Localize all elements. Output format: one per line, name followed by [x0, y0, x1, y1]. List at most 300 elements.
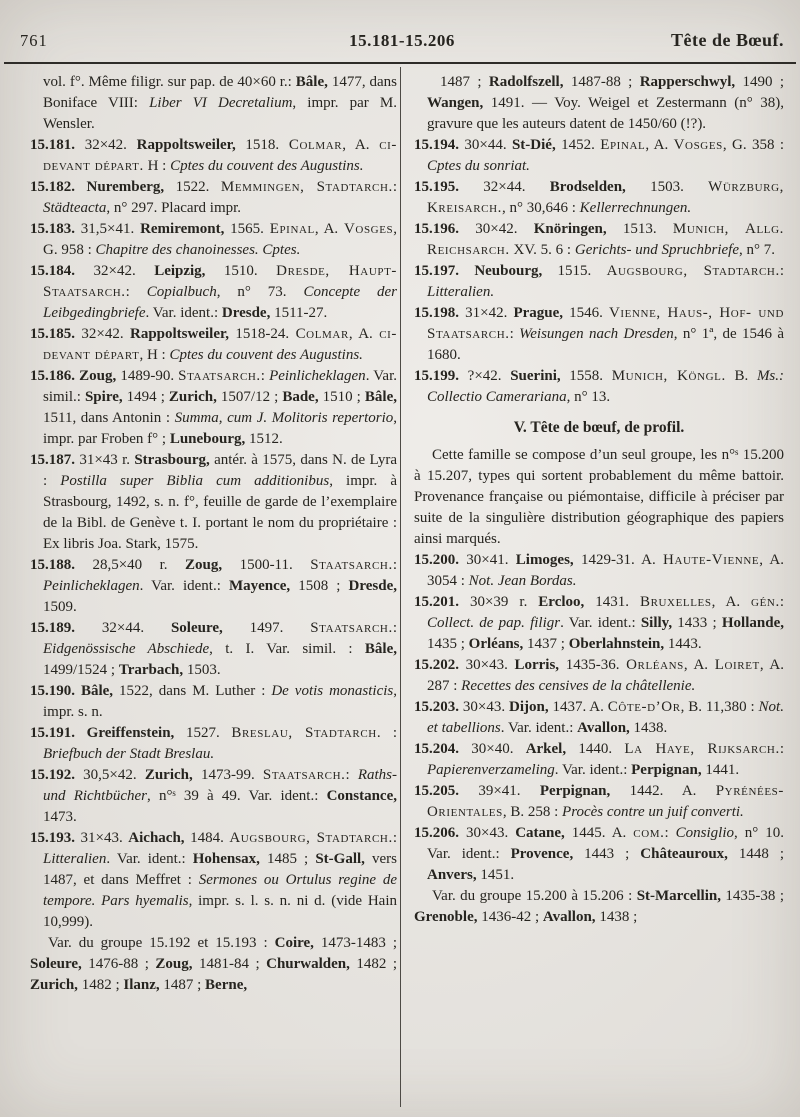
text-segment: 1510 ;: [318, 389, 365, 405]
smallcaps-text: Dresde, Haupt-Staatsarch.: [43, 263, 398, 300]
smallcaps-text: com.: [633, 825, 665, 841]
bold-text: 15.188.: [30, 557, 75, 573]
bold-text: Dresde,: [348, 578, 398, 594]
bold-text: 15.182.: [30, 179, 75, 195]
text-segment: , A. 3054 :: [427, 552, 784, 589]
text-segment: 1510.: [205, 263, 277, 279]
bold-text: 15.191.: [30, 725, 75, 741]
text-segment: , impr. s. l. s. n. ni d. (vide Hain 10,999).: [43, 893, 397, 930]
text-segment: 1487 ;: [159, 977, 206, 993]
bold-text: 15.203.: [414, 699, 459, 715]
text-segment: 1473-1483 ;: [313, 935, 398, 951]
text-segment: 1438.: [629, 720, 668, 736]
header-rule: [4, 62, 796, 64]
text-segment: 1482 ;: [77, 977, 124, 993]
entry-15.198: [414, 303, 784, 366]
text-segment: 1452.: [555, 137, 601, 153]
text-segment: 1476-88 ;: [81, 956, 156, 972]
text-segment: 1443 ;: [573, 846, 641, 862]
text-segment: :: [125, 284, 147, 300]
bold-text: Rapperschwyl,: [639, 74, 736, 90]
text-segment: 1433 ;: [672, 615, 722, 631]
text-segment: , t. I. Var. simil. :: [209, 641, 365, 657]
text-segment: . Var. simil.:: [43, 368, 398, 405]
bold-text: Remiremont,: [140, 221, 225, 237]
text-segment: 1499/1524 ;: [43, 662, 119, 678]
italic-text: Peinlicheklagen: [43, 578, 140, 594]
text-segment: :: [779, 594, 784, 610]
bold-text: 15.190.: [30, 683, 75, 699]
text-segment: , G. 958 :: [43, 221, 397, 258]
text-segment: , n° 297. Placard impr.: [106, 200, 242, 216]
text-segment: B.: [725, 368, 757, 384]
text-segment: 1437. A.: [548, 699, 608, 715]
entry-15.200: [414, 550, 784, 592]
text-segment: Var. du groupe 15.200 à 15.206 :: [432, 888, 637, 904]
smallcaps-text: Vosges: [343, 221, 394, 237]
italic-text: Sermones ou Ortulus regine de tempore. Pars hyemalis: [43, 872, 397, 909]
text-segment: , n° 1ª, de 1546 à 1680.: [427, 326, 784, 363]
text-segment: 1436-42 ;: [477, 909, 543, 925]
page-number: 761: [20, 31, 48, 50]
text-segment: . Var. ident.:: [145, 305, 222, 321]
text-segment: 1440.: [566, 741, 625, 757]
bold-text: Bâle,: [364, 389, 397, 405]
smallcaps-text: Munich, Allg. Reichsarch.: [427, 221, 785, 258]
entry-15.199: [414, 366, 784, 408]
text-segment: [75, 179, 87, 195]
bold-text: 15.194.: [414, 137, 459, 153]
text-segment: [75, 725, 87, 741]
bold-text: St-Marcellin,: [636, 888, 721, 904]
text-segment: 1511, dans Antonin :: [43, 410, 175, 426]
italic-text: Litteralien.: [427, 284, 495, 300]
bold-text: Radolfszell,: [488, 74, 564, 90]
text-segment: 1509.: [43, 599, 77, 615]
text-segment: , n° 73.: [216, 284, 304, 300]
section-heading: [414, 417, 784, 438]
entry-range: 15.181-15.206: [349, 31, 455, 50]
bold-text: Brodselden,: [549, 179, 626, 195]
smallcaps-text: Staatsarch.: [310, 620, 393, 636]
text-segment: 1513.: [606, 221, 673, 237]
text-segment: 1429-31. A.: [573, 552, 664, 568]
text-segment: . Var. ident.:: [560, 615, 641, 631]
bold-text: 15.204.: [414, 741, 459, 757]
text-segment: antér. à 1575, dans N. de Lyra :: [43, 452, 397, 489]
smallcaps-text: Augsbourg, Stadtarch.: [229, 830, 393, 846]
text-segment: 1512.: [245, 431, 283, 447]
smallcaps-text: Colmar: [295, 326, 349, 342]
text-segment: 30×42.: [459, 221, 534, 237]
text-segment: 30,5×42.: [75, 767, 145, 783]
bold-text: Zurich,: [168, 389, 217, 405]
entry-15.182: [30, 177, 397, 219]
italic-text: Briefbuch der Stadt Breslau.: [43, 746, 215, 762]
text-segment: 1487-88 ;: [563, 74, 640, 90]
entry-15.194: [414, 135, 784, 177]
entry-15.188: [30, 555, 397, 618]
smallcaps-text: Breslau, Stadtarch.: [231, 725, 382, 741]
italic-text: Raths- und Richtbücher: [43, 767, 398, 804]
text-segment: 1435-36.: [559, 657, 627, 673]
bold-text: 15.185.: [30, 326, 75, 342]
text-segment: 30×41.: [459, 552, 516, 568]
text-segment: 32×44.: [459, 179, 550, 195]
bold-text: 15.201.: [414, 594, 459, 610]
text-segment: 1546.: [563, 305, 609, 321]
entry-15.192: [30, 765, 397, 828]
text-segment: :: [779, 263, 784, 279]
text-segment: 1477, dans Boniface VIII:: [43, 74, 397, 111]
bold-text: 15.197.: [414, 263, 459, 279]
smallcaps-text: Colmar: [288, 137, 343, 153]
bold-text: Berne,: [205, 977, 248, 993]
text-segment: :: [392, 179, 398, 195]
bold-text: Mayence,: [228, 578, 291, 594]
entry-15.206: [414, 823, 784, 886]
bold-text: Dresde,: [221, 305, 271, 321]
italic-text: Cptes du couvent des Augustins.: [169, 347, 363, 363]
bold-text: 15.199.: [414, 368, 459, 384]
italic-text: Cptes du sonriat.: [427, 158, 530, 174]
text-segment: , n° 7.: [739, 242, 775, 258]
bold-text: 15.196.: [414, 221, 459, 237]
column-left: [30, 72, 397, 996]
smallcaps-text: gén.: [751, 594, 780, 610]
smallcaps-text: ci-devant départ.: [43, 137, 397, 174]
text-segment: , B. 11,380 :: [680, 699, 759, 715]
bold-text: Suerini,: [510, 368, 561, 384]
text-segment: vol. f°. Même filigr. sur pap. de 40×60 r.:: [43, 74, 296, 90]
entry-15.189: [30, 618, 397, 681]
text-segment: 1451.: [476, 867, 515, 883]
bold-text: Soleure,: [30, 956, 82, 972]
text-segment: 32×44.: [75, 620, 171, 636]
bold-text: Lorris,: [514, 657, 560, 673]
bold-text: Perpignan,: [539, 783, 611, 799]
text-segment: , impr. par Froben f° ;: [43, 410, 397, 447]
entry-15.181: [30, 135, 397, 177]
italic-text: Gerichts- und Spruchbriefe: [574, 242, 739, 258]
bold-text: Hohensax,: [192, 851, 260, 867]
text-segment: 1482 ;: [349, 956, 398, 972]
smallcaps-text: Staatsarch.: [310, 557, 393, 573]
bold-text: Avallon,: [577, 720, 630, 736]
entry-15.187: [30, 450, 397, 555]
smallcaps-text: La Haye, Rijksarch.: [624, 741, 780, 757]
bold-text: Trarbach,: [118, 662, 184, 678]
bold-text: 15.200.: [414, 552, 459, 568]
text-segment: , A.: [342, 137, 380, 153]
text-segment: , n° 13.: [566, 389, 611, 405]
bold-text: Bâle,: [364, 641, 397, 657]
text-segment: :: [381, 725, 398, 741]
bold-text: 15.206.: [414, 825, 459, 841]
bold-text: Spire,: [84, 389, 123, 405]
text-segment: , impr. à Strasbourg, 1492, s. n. f°, feuille de garde de l’exemplaire de la Bibl. de Genève t. I. portant le nom du propriétaire : Ex libris Joa. Stark, 1575.: [43, 473, 398, 552]
text-segment: 1511-27.: [270, 305, 328, 321]
entry-15.201: [414, 592, 784, 655]
text-segment: 31×43 r.: [75, 452, 135, 468]
text-segment: 30×39 r.: [459, 594, 539, 610]
italic-text: De votis monasticis: [271, 683, 394, 699]
text-segment: 1522.: [164, 179, 221, 195]
text-segment: 1484.: [184, 830, 230, 846]
bold-text: 15.181.: [30, 137, 75, 153]
bold-text: Zoug,: [185, 557, 223, 573]
text-segment: V. Tête de bœuf, de profil.: [513, 419, 685, 436]
text-segment: 1518.: [235, 137, 289, 153]
italic-text: Not. et tabellions: [427, 699, 784, 736]
italic-text: Kellerrechnungen.: [579, 200, 692, 216]
bold-text: Grenoble,: [414, 909, 478, 925]
text-segment: 1565.: [224, 221, 270, 237]
variant-group-15.200-15.206: [414, 886, 784, 928]
italic-text: Collect. de pap. filigr: [427, 615, 561, 631]
smallcaps-text: Staatsarch.: [262, 767, 346, 783]
smallcaps-text: Loiret: [714, 657, 760, 673]
bold-text: Zurich,: [144, 767, 193, 783]
text-segment: , A.: [314, 221, 344, 237]
page-header: [20, 30, 784, 51]
entry-15.191: [30, 723, 397, 765]
text-segment: :: [392, 557, 397, 573]
bold-text: 15.198.: [414, 305, 459, 321]
italic-text: Recettes des censives de la châtellenie.: [461, 678, 696, 694]
entry-15.196: [414, 219, 784, 261]
text-segment: 1508 ;: [290, 578, 349, 594]
bold-text: Anvers,: [427, 867, 477, 883]
bold-text: Orléans,: [468, 636, 524, 652]
italic-text: Consiglio: [675, 825, 735, 841]
text-segment: 1443.: [664, 636, 702, 652]
entry-15.204: [414, 739, 784, 781]
bold-text: Avallon,: [542, 909, 596, 925]
text-segment: 1442. A.: [610, 783, 716, 799]
text-segment: 1448 ;: [727, 846, 785, 862]
italic-text: Liber VI Decretalium: [149, 95, 293, 111]
text-segment: 1522, dans M. Luther :: [113, 683, 272, 699]
smallcaps-text: Augsbourg, Stadtarch.: [606, 263, 780, 279]
text-segment: . Var. ident.:: [139, 578, 229, 594]
bold-text: Coire,: [274, 935, 314, 951]
text-segment: , G. 358 :: [722, 137, 785, 153]
entry-15.186: [30, 366, 397, 450]
text-segment: , n° 10. Var. ident.:: [427, 825, 784, 862]
smallcaps-text: Memmingen, Stadtarch.: [220, 179, 393, 195]
bold-text: Catane,: [515, 825, 565, 841]
smallcaps-text: Epinal: [269, 221, 315, 237]
bold-text: Silly,: [640, 615, 673, 631]
text-segment: 1473.: [43, 809, 77, 825]
bold-text: Limoges,: [515, 552, 574, 568]
column-divider: [400, 67, 401, 1107]
italic-text: Postilla super Biblia cum additionibus: [60, 473, 330, 489]
text-segment: 1515.: [542, 263, 607, 279]
entry-15.203: [414, 697, 784, 739]
bold-text: 15.193.: [30, 830, 75, 846]
bold-text: Hollande,: [721, 615, 784, 631]
text-segment: 1441.: [701, 762, 740, 778]
bold-text: Zoug,: [155, 956, 193, 972]
bold-text: Perpignan,: [631, 762, 702, 778]
text-segment: :: [779, 741, 784, 757]
text-segment: :: [392, 830, 397, 846]
bold-text: Bâle,: [295, 74, 328, 90]
italic-text: Procès contre un juif converti.: [562, 804, 744, 820]
bold-text: Rappoltsweiler,: [136, 137, 236, 153]
text-segment: , A. 287 :: [427, 657, 784, 694]
text-segment: 1435-38 ;: [720, 888, 784, 904]
text-segment: , n° 30,646 :: [501, 200, 580, 216]
bold-text: Bade,: [282, 389, 319, 405]
text-segment: 1481-84 ;: [192, 956, 267, 972]
bold-text: Rappoltsweiler,: [130, 326, 230, 342]
text-segment: 1507/12 ;: [216, 389, 283, 405]
text-segment: 1489-90.: [116, 368, 179, 384]
text-segment: vers 1487, et dans Meffret :: [43, 851, 398, 888]
text-segment: , A.: [711, 594, 752, 610]
smallcaps-text: Vienne, Haus-, Hof- und Staatsarch.: [427, 305, 784, 342]
bold-text: Neubourg,: [474, 263, 543, 279]
bold-text: Prague,: [513, 305, 564, 321]
text-segment: 1500-11.: [222, 557, 311, 573]
entry-15.205: [414, 781, 784, 823]
entry-15.185: [30, 324, 397, 366]
bold-text: Aichach,: [128, 830, 185, 846]
text-segment: 30×40.: [459, 741, 526, 757]
text-segment: :: [345, 767, 358, 783]
text-segment: 1497.: [222, 620, 311, 636]
bold-text: Provence,: [510, 846, 574, 862]
bold-text: Churwalden,: [266, 956, 350, 972]
bold-text: 15.189.: [30, 620, 75, 636]
chapter-title: Tête de Bœuf.: [671, 30, 784, 50]
text-segment: 1558.: [560, 368, 612, 384]
bold-text: 15.195.: [414, 179, 459, 195]
text-segment: 30×43.: [459, 699, 509, 715]
variant-group-15.192-15.193: [30, 933, 397, 996]
entry-15.202: [414, 655, 784, 697]
text-segment: . Var. ident.:: [554, 762, 632, 778]
text-segment: :: [509, 326, 520, 342]
text-segment: 39×41.: [459, 783, 540, 799]
italic-text: Ms.: Collectio Camerariana: [427, 368, 785, 405]
text-segment: ?×42.: [459, 368, 511, 384]
italic-text: Summa, cum J. Molitoris repertorio: [174, 410, 394, 426]
smallcaps-text: Staatsarch.: [178, 368, 261, 384]
italic-text: Cptes du couvent des Augustins.: [170, 158, 364, 174]
text-segment: H :: [143, 158, 171, 174]
text-segment: 32×42.: [75, 263, 155, 279]
text-segment: , A.: [683, 657, 715, 673]
italic-text: Weisungen nach Dresden: [519, 326, 674, 342]
bold-text: Zurich,: [30, 977, 78, 993]
entry-15.184: [30, 261, 397, 324]
text-segment: , n°ˢ 39 à 49. Var. ident.:: [147, 788, 327, 804]
bold-text: Knöringen,: [533, 221, 607, 237]
bold-text: Oberlahnstein,: [568, 636, 665, 652]
text-segment: 1473-99.: [192, 767, 263, 783]
text-segment: 1503.: [625, 179, 709, 195]
text-segment: 1445. A.: [564, 825, 634, 841]
bold-text: Greiffenstein,: [86, 725, 175, 741]
smallcaps-text: Vosges: [673, 137, 723, 153]
text-segment: 1487 ;: [440, 74, 489, 90]
text-segment: 1503.: [183, 662, 221, 678]
smallcaps-text: Munich, Köngl.: [611, 368, 726, 384]
bold-text: Leipzig,: [154, 263, 206, 279]
text-segment: 32×42.: [75, 137, 137, 153]
text-segment: 28,5×40 r.: [75, 557, 185, 573]
italic-text: Concepte der Leibgedingbriefe: [43, 284, 398, 321]
bold-text: Constance,: [326, 788, 397, 804]
text-segment: 1435 ;: [427, 636, 469, 652]
text-segment: 32×42.: [75, 326, 130, 342]
bold-text: Arkel,: [525, 741, 567, 757]
text-segment: Var. du groupe 15.192 et 15.193 :: [48, 935, 275, 951]
text-segment: 31×42.: [459, 305, 514, 321]
text-segment: 30×43.: [459, 657, 515, 673]
bold-text: St-Gall,: [315, 851, 365, 867]
text-segment: 1491. — Voy. Weigel et Zestermann (n° 38), gravure que les auteurs datent de 1450/60 (!?).: [427, 95, 784, 132]
section-intro: [414, 445, 784, 550]
text-segment: 1527.: [174, 725, 232, 741]
text-segment: , B. 258 :: [502, 804, 563, 820]
bold-text: 15.184.: [30, 263, 75, 279]
bold-text: 15.205.: [414, 783, 459, 799]
smallcaps-text: ci-devant départ: [43, 326, 397, 363]
text-segment: :: [664, 825, 676, 841]
text-segment: , H :: [139, 347, 170, 363]
bold-text: Bâle,: [80, 683, 114, 699]
text-segment: :: [392, 620, 397, 636]
column-right: [414, 72, 784, 928]
text-segment: 1485 ;: [259, 851, 316, 867]
bold-text: 15.183.: [30, 221, 75, 237]
paragraph-continuation: [30, 72, 397, 135]
italic-text: Papierenverzameling: [427, 762, 555, 778]
text-segment: Cette famille se compose d’un seul groupe, les n°ˢ 15.200 à 15.207, types qui sortent probablement du même battoir. Provenance française ou piémontaise, difficile à préciser par suite de la singulière distribution géographique des papiers ainsi marqués.: [414, 447, 784, 547]
italic-text: Städteacta: [43, 200, 107, 216]
smallcaps-text: Pyrénées-Orientales: [427, 783, 784, 820]
entry-15.193: [30, 828, 397, 933]
italic-text: Not. Jean Bordas.: [468, 573, 577, 589]
italic-text: Chapitre des chanoinesses. Cptes.: [95, 242, 301, 258]
bold-text: 15.187.: [30, 452, 75, 468]
smallcaps-text: Côte-d’Or: [607, 699, 681, 715]
bold-text: Ercloo,: [538, 594, 585, 610]
text-segment: 1437 ;: [523, 636, 569, 652]
bold-text: 15.202.: [414, 657, 459, 673]
bold-text: Ilanz,: [123, 977, 160, 993]
italic-text: Copialbuch: [146, 284, 217, 300]
text-segment: 1494 ;: [122, 389, 169, 405]
text-segment: 1518-24.: [229, 326, 296, 342]
italic-text: Eidgenössische Abschiede: [43, 641, 210, 657]
text-segment: 30×44.: [459, 137, 512, 153]
bold-text: Zoug,: [79, 368, 117, 384]
text-segment: , A.: [645, 137, 674, 153]
text-segment: . Var. ident.:: [500, 720, 578, 736]
text-segment: 1490 ;: [735, 74, 785, 90]
smallcaps-text: Orléans: [626, 657, 684, 673]
bold-text: St-Dié,: [511, 137, 556, 153]
text-segment: 1431.: [584, 594, 640, 610]
text-segment: 30×43.: [459, 825, 516, 841]
entry-15.197: [414, 261, 784, 303]
